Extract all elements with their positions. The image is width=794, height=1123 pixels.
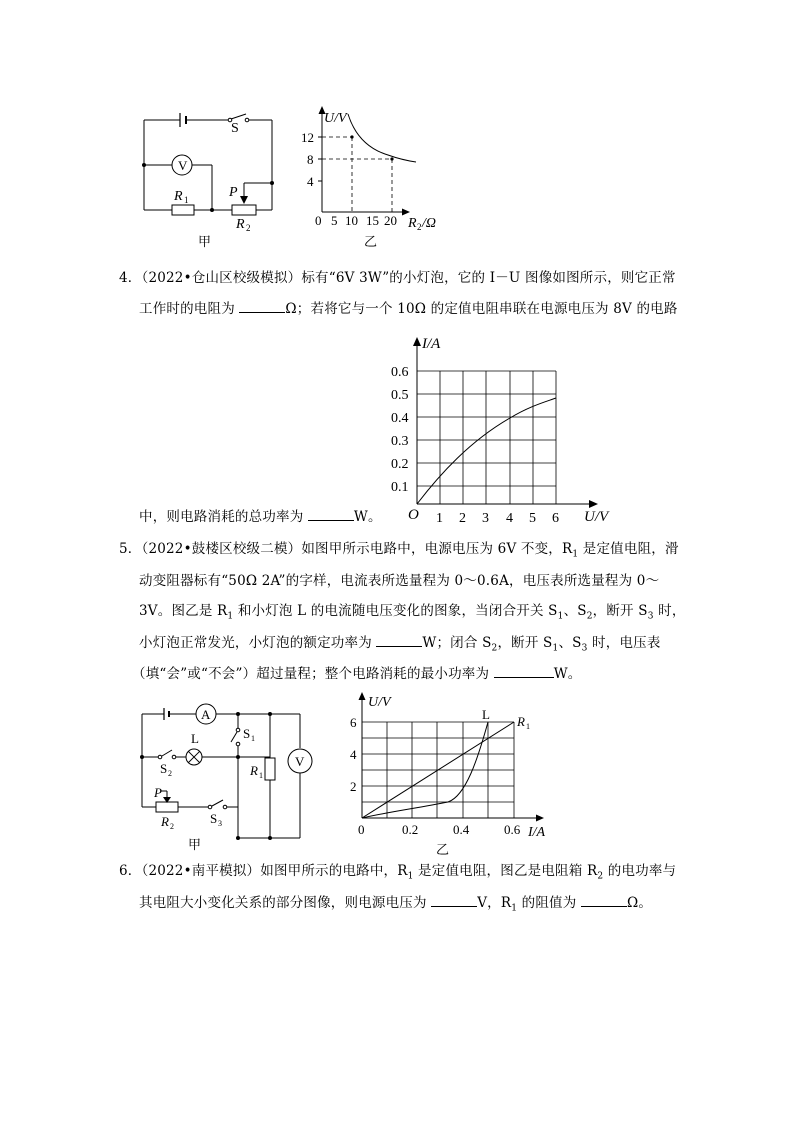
graph-caption: 乙 xyxy=(436,842,450,857)
y-tick: 0.2 xyxy=(391,457,409,472)
x-tick: 4 xyxy=(506,511,513,526)
q5-line-1: 5．（2022•鼓楼区校级二模）如图甲所示电路中，电源电压为 6V 不变，$R_1$ 是定值电阻，滑 xyxy=(119,541,679,560)
lamp-label: L xyxy=(191,731,199,746)
r1-sub: 1 xyxy=(259,771,263,780)
q5-circuit xyxy=(130,698,330,858)
y-axis-label: U/V xyxy=(324,111,347,126)
y-tick: 12 xyxy=(301,130,314,145)
x-axis-label: U/V xyxy=(584,509,609,525)
voltmeter-label: V xyxy=(178,158,188,173)
y-tick: 0.4 xyxy=(391,411,409,426)
r2-sub: 2 xyxy=(170,822,174,831)
p-label: P xyxy=(154,785,162,800)
s3-sub: 3 xyxy=(218,819,222,828)
y-tick: 0.1 xyxy=(391,480,409,495)
y-tick: 0.5 xyxy=(391,388,409,403)
r1-label: R xyxy=(250,763,258,778)
y-tick: 0.3 xyxy=(391,434,409,449)
ammeter-label: A xyxy=(201,707,211,722)
q5-line-4: 小灯泡正常发光，小灯泡的额定功率为 W；闭合 $S_2$，断开 $S_1$、$S_3$ 时，电压表 xyxy=(139,635,661,654)
q4-line-3: 中，则电路消耗的总功率为 W。 xyxy=(139,509,382,525)
answer-blank[interactable] xyxy=(308,508,354,521)
y-tick: 8 xyxy=(307,152,314,167)
r1-line-label: R xyxy=(517,714,525,729)
p-label: P xyxy=(229,185,238,200)
answer-blank[interactable] xyxy=(376,634,422,647)
s3-label: S xyxy=(210,811,218,826)
x-tick: 0.6 xyxy=(504,822,521,837)
lamp-curve-label: L xyxy=(482,707,490,722)
y-axis-label: I/A xyxy=(422,336,441,352)
r1-line-sub: 1 xyxy=(526,722,530,731)
r2-sub: 2 xyxy=(246,223,251,233)
circuit-caption: 甲 xyxy=(188,837,202,852)
y-axis-label: U/V xyxy=(368,695,391,710)
circuit-caption: 甲 xyxy=(198,234,212,249)
voltmeter-label: V xyxy=(295,754,305,769)
r1-sub: 1 xyxy=(184,195,189,205)
x-axis-unit: /Ω xyxy=(422,216,437,231)
switch-label: S xyxy=(231,121,239,136)
q6-line-2: 其电阻大小变化关系的部分图像，则电源电压为 V，$R_1$ 的阻值为 Ω。 xyxy=(139,895,653,914)
s2-label: S xyxy=(160,761,168,776)
answer-blank[interactable] xyxy=(239,300,285,313)
answer-blank[interactable] xyxy=(581,894,627,907)
graph-caption: 乙 xyxy=(364,234,378,249)
x-tick: 5 xyxy=(529,511,536,526)
x-tick: 20 xyxy=(384,213,397,228)
x-axis-sub: 2 xyxy=(417,222,422,232)
origin-label: O xyxy=(408,507,419,523)
s2-sub: 2 xyxy=(168,769,172,778)
x-tick: 3 xyxy=(482,511,489,526)
x-tick: 0.2 xyxy=(402,822,419,837)
circuit-figure-1 xyxy=(130,100,290,250)
q5-graph xyxy=(348,688,568,860)
y-tick: 4 xyxy=(350,747,357,762)
r1-label: R xyxy=(174,189,183,204)
x-tick: 15 xyxy=(366,213,379,228)
q5-line-2: 动变阻器标有“50Ω 2A”的字样，电流表所选量程为 0～0.6A，电压表所选量程为 0～ xyxy=(139,573,660,589)
x-axis-label: I/A xyxy=(528,825,546,840)
x-tick: 0.4 xyxy=(453,822,470,837)
s1-sub: 1 xyxy=(251,734,255,743)
q6-line-1: 6．（2022•南平模拟）如图甲所示的电路中，$R_1$ 是定值电阻，图乙是电阻箱 $R_2$ 的电功率与 xyxy=(119,863,677,882)
q4-line-2: 工作时的电阻为 Ω；若将它与一个 10Ω 的定值电阻串联在电源电压为 8V 的电路 xyxy=(139,301,678,317)
x-tick: 0 xyxy=(358,822,365,837)
q5-line-3: 3V。图乙是 $R_1$ 和小灯泡 L 的电流随电压变化的图象，当闭合开关 $S_1$、$S_2$，断开 $S_3$ 时， xyxy=(139,603,686,622)
graph-figure-1 xyxy=(298,100,458,258)
x-tick: 2 xyxy=(459,511,466,526)
answer-blank[interactable] xyxy=(494,665,554,678)
x-tick: 6 xyxy=(552,511,559,526)
x-tick: 1 xyxy=(436,511,443,526)
r2-label: R xyxy=(236,217,245,232)
q4-line-1: 4．（2022•仓山区校级模拟）标有“6V 3W”的小灯泡，它的 I－U 图像如图所示，则它正常 xyxy=(119,270,676,286)
s1-label: S xyxy=(243,726,251,741)
x-tick: 10 xyxy=(345,213,358,228)
y-tick: 2 xyxy=(350,779,357,794)
answer-blank[interactable] xyxy=(431,894,477,907)
y-tick: 4 xyxy=(307,174,314,189)
x-tick: 0 xyxy=(315,213,322,228)
x-tick: 5 xyxy=(331,213,338,228)
x-axis-label: R xyxy=(408,216,417,231)
r2-label: R xyxy=(161,814,169,829)
y-tick: 6 xyxy=(350,715,357,730)
q4-iu-graph xyxy=(380,326,620,526)
y-tick: 0.6 xyxy=(391,365,409,380)
q5-line-5: （填“会”或“不会”）超过量程；整个电路消耗的最小功率为 W。 xyxy=(132,666,582,682)
